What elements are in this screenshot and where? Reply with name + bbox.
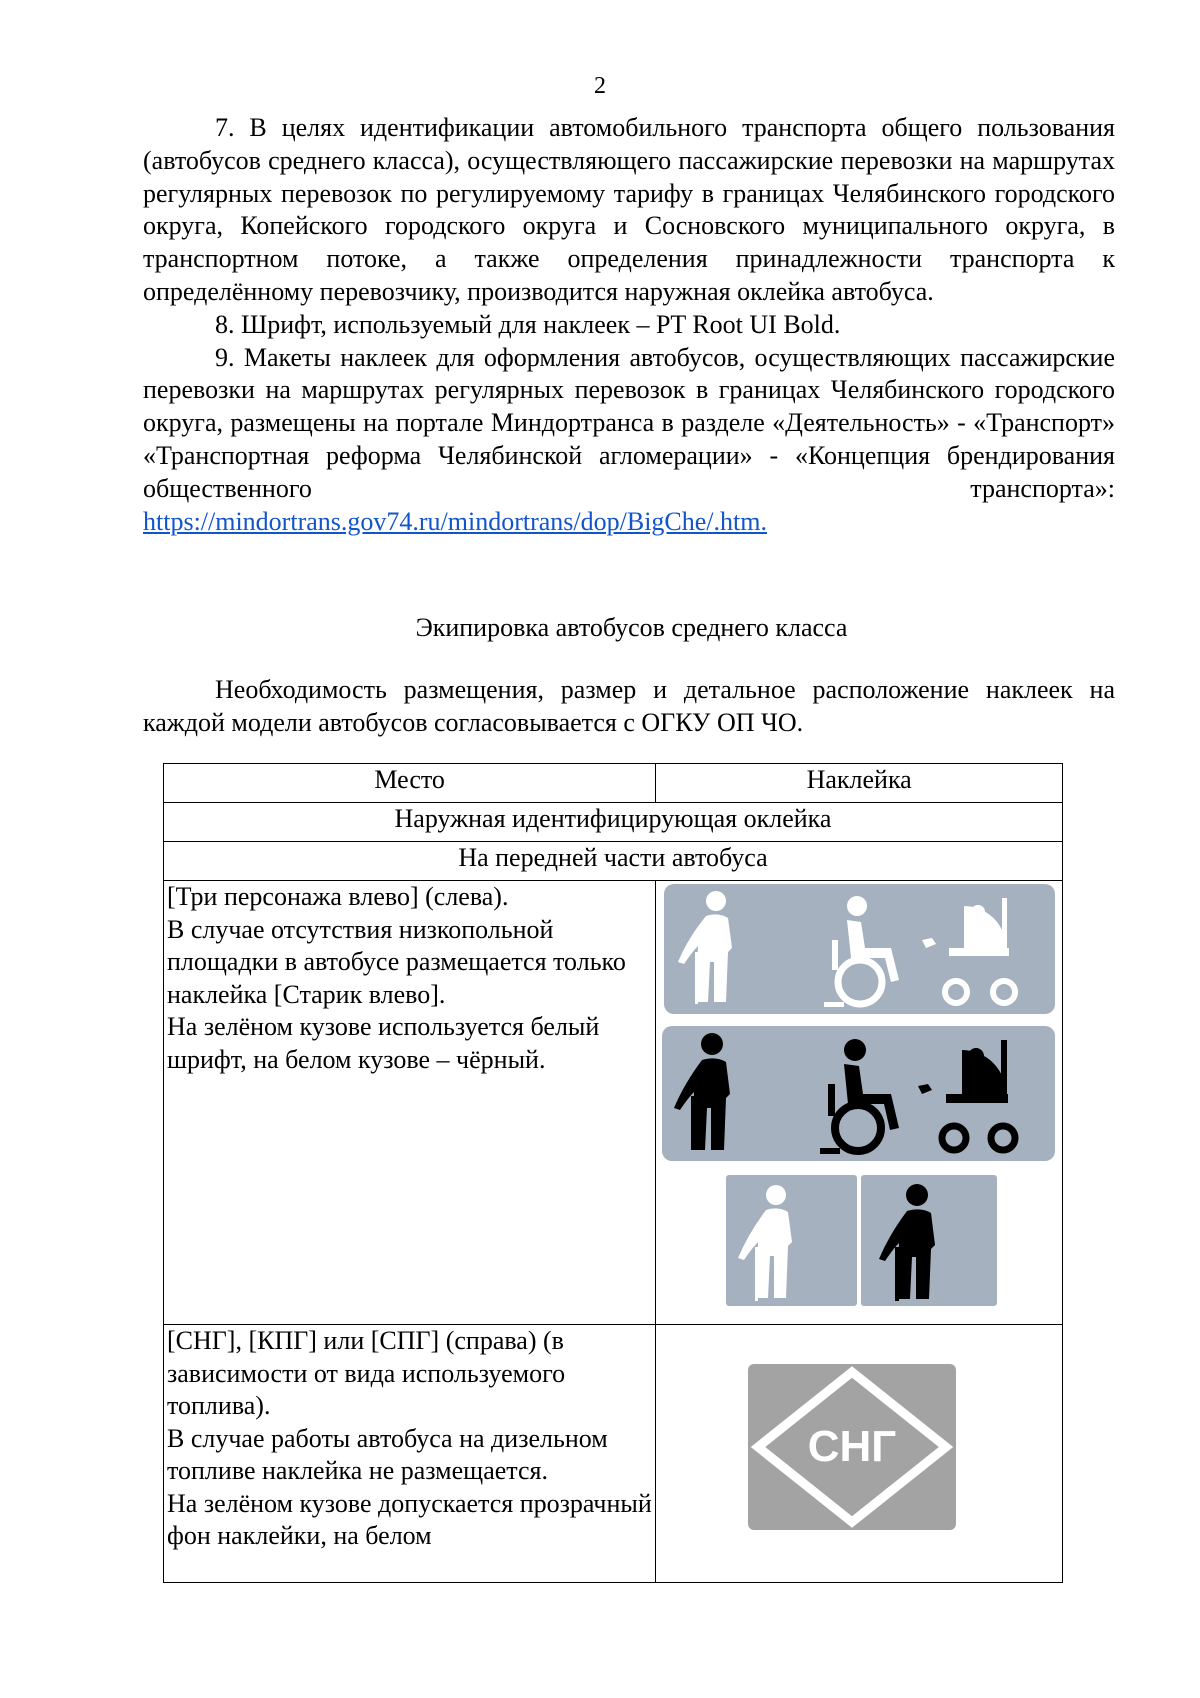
table-row xyxy=(164,881,1063,1325)
paragraph-9: 9. Макеты наклеек для оформления автобусов, осуществляющих пассажирские перевозки на маршрутах регулярных перевозок в границах Челябинского городского округа, размещены на портале Миндортранса в разделе «Деятельность» - «Транспорт» «Транспортная реформа Челябинской агломерации» - «Концепция брендирования общественного транспорта»: xyxy=(143,342,1115,503)
place-text-line: В случае отсутствия низкопольной площадки в автобусе размещается только наклейка [Старик влево]. xyxy=(167,914,626,1009)
sticker-cell-fuel xyxy=(656,1325,1063,1583)
equipment-table xyxy=(163,763,1063,1583)
sticker-old-man-white xyxy=(726,1175,857,1306)
place-cell-fuel xyxy=(164,1325,656,1583)
intro-block xyxy=(143,674,1115,740)
cng-diamond-icon xyxy=(748,1364,956,1530)
three-characters-white-icon xyxy=(664,884,1055,1014)
three-characters-black-icon xyxy=(662,1026,1055,1161)
header-place: Место xyxy=(164,764,656,803)
table-header-row xyxy=(164,764,1063,803)
sticker-three-characters-white xyxy=(664,884,1055,1014)
sticker-old-man-black xyxy=(861,1175,997,1306)
place-text-line: На зелёном кузове допускается прозрачный фон наклейки, на белом xyxy=(167,1488,652,1550)
subsection-row: На передней части автобуса xyxy=(164,842,1063,881)
section-heading: Экипировка автобусов среднего класса xyxy=(415,613,848,642)
place-text-line: [СНГ], [КПГ] или [СПГ] (справа) (в зависимости от вида используемого топлива). xyxy=(167,1326,566,1420)
intro-paragraph: Необходимость размещения, размер и детальное расположение наклеек на каждой модели автобусов согласовывается с ОГКУ ОП ЧО. xyxy=(143,675,1115,737)
table-row xyxy=(164,1325,1063,1583)
place-text-line: На зелёном кузове используется белый шрифт, на белом кузове – чёрный. xyxy=(167,1012,600,1074)
place-text-line: [Три персонажа влево] (слева). xyxy=(167,882,509,911)
paragraph-8: 8. Шрифт, используемый для наклеек – PT Root UI Bold. xyxy=(215,309,841,339)
mindortrans-link[interactable]: https://mindortrans.gov74.ru/mindortrans/dop/BigChe/.htm. xyxy=(143,506,767,536)
paragraph-7-block xyxy=(143,112,1115,538)
place-cell-characters xyxy=(164,881,656,1325)
cng-badge-text: СНГ xyxy=(808,1422,897,1471)
page-number: 2 xyxy=(594,73,606,99)
old-man-black-icon xyxy=(861,1175,997,1306)
place-text-line: В случае работы автобуса на дизельном топливе наклейка не размещается. xyxy=(167,1423,608,1485)
sticker-cell-characters xyxy=(656,881,1063,1325)
sticker-three-characters-black xyxy=(662,1026,1055,1161)
header-sticker: Наклейка xyxy=(656,764,1063,803)
table-subsection-row xyxy=(164,842,1063,881)
table-section-row xyxy=(164,803,1063,842)
old-man-white-icon xyxy=(726,1175,857,1306)
section-row: Наружная идентифицирующая оклейка xyxy=(164,803,1063,842)
paragraph-7: 7. В целях идентификации автомобильного транспорта общего пользования (автобусов среднего класса), осуществляющего пассажирские перевозки на маршрутах регулярных перевозок по регулируемому тарифу в границах Челябинского городского округа, Копейского городского округа и Сосновского муниципального округа, в транспортном потоке, а также определения принадлежности транспорта к определённому перевозчику, производится наружная оклейка автобуса. xyxy=(143,113,1115,306)
cng-badge xyxy=(748,1364,956,1530)
